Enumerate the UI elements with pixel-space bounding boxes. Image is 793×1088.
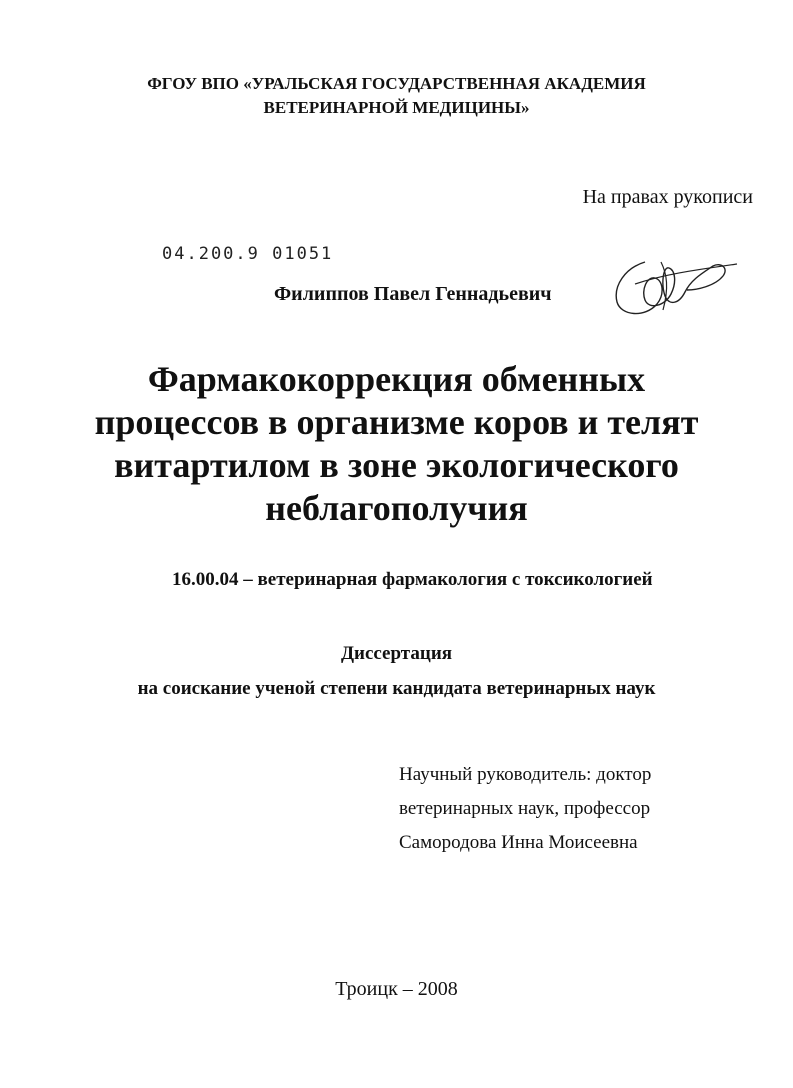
title-line-2: процессов в организме коров и телят [94,402,699,442]
title-line-4: неблагополучия [265,488,528,528]
registration-code: 04.200.9 01051 [162,244,334,264]
dissertation-title [0,358,793,530]
specialty-code: 16.00.04 – ветеринарная фармакология с токсикологией [172,569,653,590]
supervisor-line-1: Научный руководитель: доктор [399,764,652,785]
supervisor-line-2: ветеринарных наук, профессор [399,798,651,819]
supervisor-line-3: Самородова Инна Моисеевна [399,832,638,853]
degree-line: на соискание ученой степени кандидата ветеринарных наук [137,678,656,699]
rights-note: На правах рукописи [582,186,753,208]
supervisor-block [399,758,651,860]
author-signature [605,244,745,324]
place-and-year: Троицк – 2008 [335,978,458,1000]
institution-line-1: ФГОУ ВПО «УРАЛЬСКАЯ ГОСУДАРСТВЕННАЯ АКАДЕМИЯ [147,74,646,93]
institution-line-2: ВЕТЕРИНАРНОЙ МЕДИЦИНЫ» [263,98,530,117]
document-type: Диссертация [340,643,453,664]
institution-name [0,72,793,120]
author-name: Филиппов Павел Геннадьевич [274,283,552,305]
title-line-3: витартилом в зоне экологического [114,445,679,485]
title-line-1: Фармакокоррекция обменных [147,359,646,399]
